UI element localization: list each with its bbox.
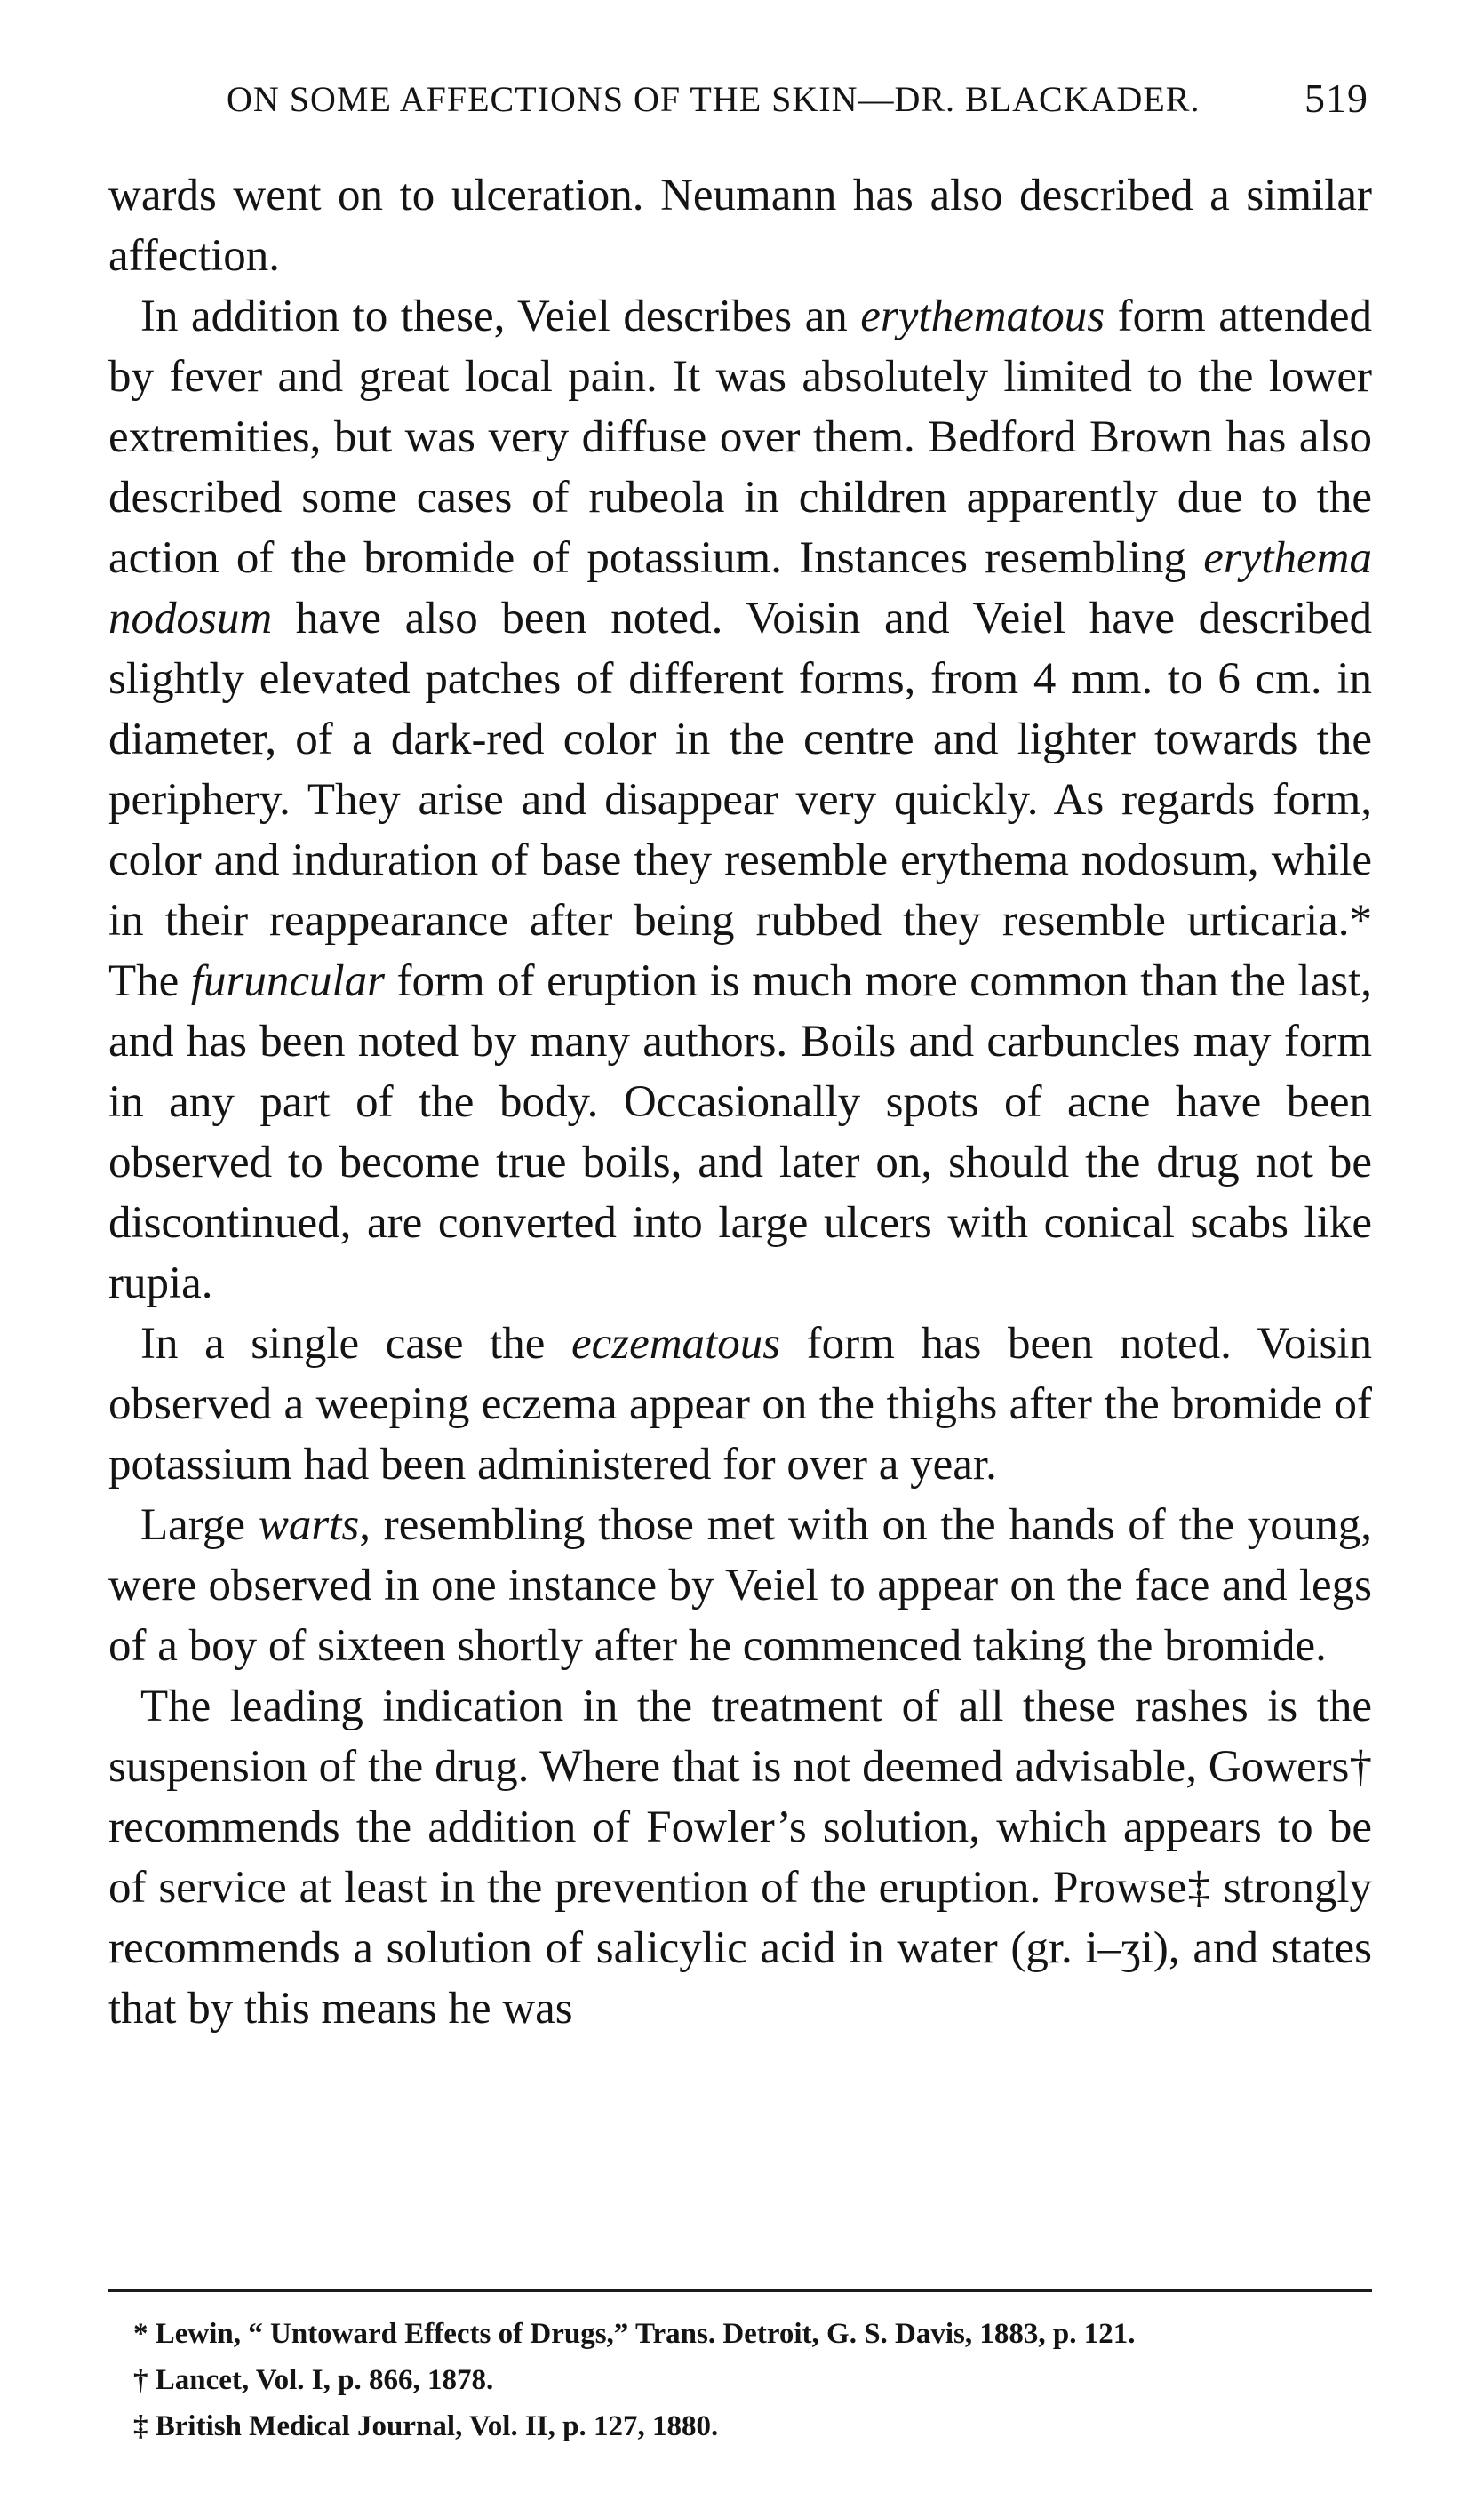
paragraph xyxy=(108,165,1372,286)
paragraph xyxy=(108,286,1372,1314)
footnotes xyxy=(133,2311,1372,2449)
text-run: In addition to these, Veiel describes an xyxy=(140,292,861,341)
text-run: form attended by fever and great local pain. It was absolutely limited to the lower extremities, but was very diffuse over them. Bedford Brown has also described some cases of rubeola in children apparently due to the action of the bromide of potassium. Instances resembling xyxy=(108,292,1372,583)
text-run: have also been noted. Voisin and Veiel have described slightly elevated patches of different forms, from 4 mm. to 6 cm. in diameter, of a dark-red color in the centre and lighter towards the periphery. They arise and disappear very quickly. As regards form, color and induration of base they resemble erythema nodosum, while in their reappearance after being rubbed they resemble urticaria.* The xyxy=(108,594,1372,1006)
text-run: form of eruption is much more common than the last, and has been noted by many authors. Boils and carbuncles may form in any part of the body. Occasionally spots of acne have been observed to become true boils, and later on, should the drug not be discontinued, are converted into large ulcers with conical scabs like rupia. xyxy=(108,956,1372,1308)
paragraph xyxy=(108,1676,1372,2039)
running-head xyxy=(227,78,1368,132)
text-run: Large xyxy=(140,1500,259,1550)
running-head-title: ON SOME AFFECTIONS OF THE SKIN—DR. BLACKADER. xyxy=(227,79,1201,119)
footnote: ‡ British Medical Journal, Vol. II, p. 127, 1880. xyxy=(133,2410,719,2442)
italic-term: furuncular xyxy=(190,956,385,1006)
page-number: 519 xyxy=(1304,76,1368,121)
footnote-divider xyxy=(108,2289,1372,2292)
text-run: form has been noted. Voisin observed a weeping eczema appear on the thighs after the bromide of potassium had been administered for over a year. xyxy=(108,1319,1372,1490)
paragraph xyxy=(108,1495,1372,1676)
text-run: In a single case the xyxy=(140,1319,571,1369)
paragraph xyxy=(108,1314,1372,1495)
italic-term: eczematous xyxy=(570,1319,781,1369)
italic-term: erythema nodosum xyxy=(108,533,1372,643)
text-run: wards went on to ulceration. Neumann has also described a similar affection. xyxy=(108,171,1372,281)
italic-term: erythematous xyxy=(860,292,1105,341)
text-run: The leading indication in the treatment of all these rashes is the suspension of the drug. Where that is not deemed advisable, Gowers† recommends the addition of Fowler’s solution, which appears to be of service at least in the prevention of the eruption. Prowse‡ strongly recommends a solution of salicylic acid in water (gr. i–ʒi), and states that by this means he was xyxy=(108,1682,1372,2034)
italic-term: warts xyxy=(258,1500,360,1550)
body-text xyxy=(108,165,1372,2039)
footnote: * Lewin, “ Untoward Effects of Drugs,” Trans. Detroit, G. S. Davis, 1883, p. 121. xyxy=(133,2318,1136,2350)
text-run: , resembling those met with on the hands of the young, were observed in one instance by Veiel to appear on the face and legs of a boy of sixteen shortly after he commenced taking the bromide. xyxy=(108,1500,1372,1671)
footnote: † Lancet, Vol. I, p. 866, 1878. xyxy=(133,2364,494,2396)
